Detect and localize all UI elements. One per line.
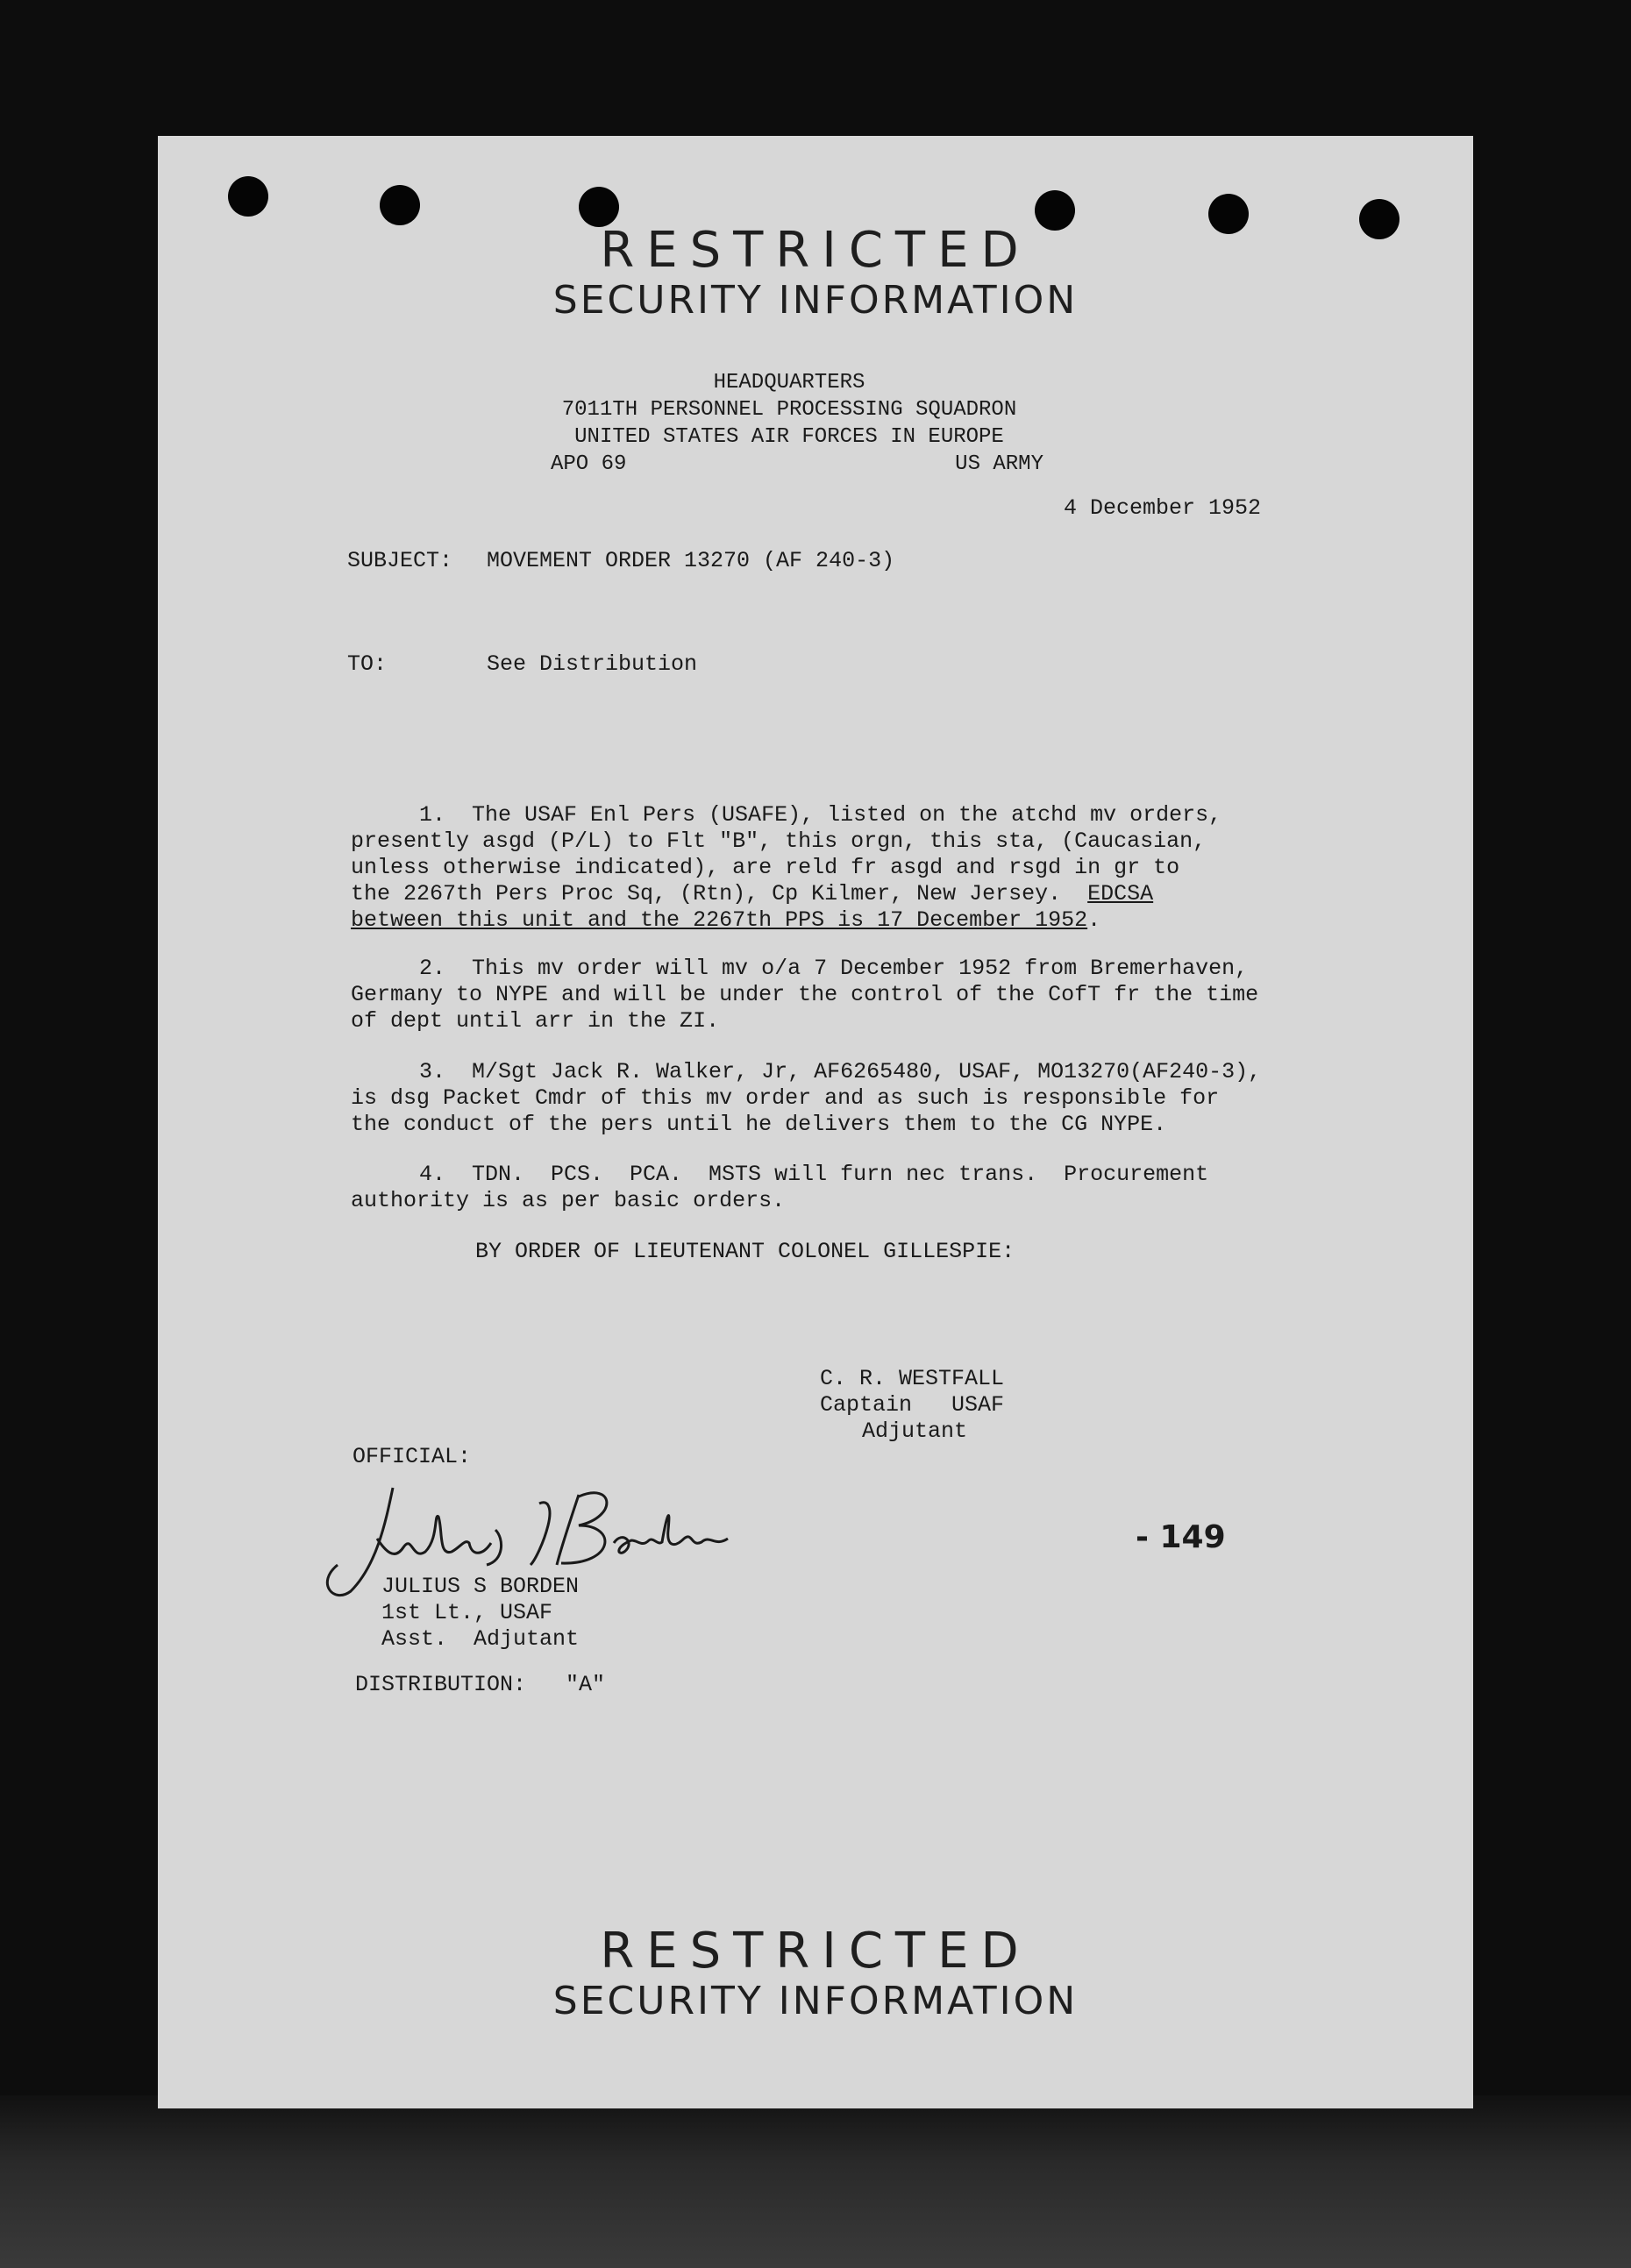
commander-rank: Captain USAF [820, 1392, 1005, 1418]
p1-line-5-end: . [1087, 907, 1101, 933]
p3-line-3: the conduct of the pers until he delivers them to the CG NYPE. [351, 1112, 1167, 1137]
stamp-line-2: SECURITY INFORMATION [552, 278, 1079, 323]
punch-hole [228, 176, 268, 217]
signer-rank: 1st Lt., USAF [381, 1600, 553, 1625]
paragraph-3 [351, 1059, 1333, 1138]
commander-title: Adjutant [862, 1418, 968, 1444]
p1-line-5: between this unit and the 2267th PPS is 17 December 1952 [351, 907, 1088, 933]
p2-line-3: of dept until arr in the ZI. [351, 1008, 720, 1034]
p4-line-2: authority is as per basic orders. [351, 1188, 786, 1213]
letterhead-line-3: UNITED STATES AIR FORCES IN EUROPE [574, 425, 1004, 449]
p4-line-1: 4. TDN. PCS. PCA. MSTS will furn nec trans. Procurement [419, 1162, 1209, 1187]
stamp-line-1: RESTRICTED [600, 1923, 1031, 1980]
paragraph-1 [351, 802, 1333, 934]
p3-line-2: is dsg Packet Cmdr of this mv order and as such is responsible for [351, 1085, 1220, 1111]
letterhead-army: US ARMY [955, 452, 1043, 476]
letterhead-line-2: 7011TH PERSONNEL PROCESSING SQUADRON [561, 398, 1017, 422]
distribution-value: "A" [566, 1672, 606, 1697]
signer-name: JULIUS S BORDEN [381, 1574, 580, 1599]
subject-label: SUBJECT: [347, 548, 453, 573]
p1-line-1: 1. The USAF Enl Pers (USAFE), listed on the atchd mv orders, [419, 802, 1222, 828]
to-label: TO: [347, 651, 388, 677]
distribution-label: DISTRIBUTION: [355, 1672, 527, 1697]
subject-value: MOVEMENT ORDER 13270 (AF 240-3) [487, 548, 895, 573]
p1-line-3: unless otherwise indicated), are reld fr asgd and rsgd in gr to [351, 855, 1180, 880]
stamp-line-1: RESTRICTED [600, 222, 1031, 279]
commander-name: C. R. WESTFALL [820, 1366, 1005, 1391]
p3-line-1: 3. M/Sgt Jack R. Walker, Jr, AF6265480, USAF, MO13270(AF240-3), [419, 1059, 1262, 1084]
document-date: 4 December 1952 [1064, 495, 1262, 521]
background-film-edge [0, 2095, 1631, 2268]
p2-line-2: Germany to NYPE and will be under the control of the CofT fr the time [351, 982, 1259, 1007]
p2-line-1: 2. This mv order will mv o/a 7 December 1952 from Bremerhaven, [419, 956, 1249, 981]
paragraph-4 [351, 1162, 1333, 1214]
p1-line-2: presently asgd (P/L) to Flt "B", this orgn, this sta, (Caucasian, [351, 828, 1207, 854]
by-order-line: BY ORDER OF LIEUTENANT COLONEL GILLESPIE: [475, 1239, 1015, 1264]
letterhead [509, 369, 1070, 478]
letterhead-line-1: HEADQUARTERS [713, 371, 865, 395]
page-number: - 149 [1136, 1519, 1226, 1555]
restricted-stamp-top [158, 224, 1473, 323]
restricted-stamp-bottom [158, 1924, 1473, 2024]
letterhead-apo: APO 69 [551, 452, 627, 476]
document-page [158, 136, 1473, 2108]
p1-edcsa: EDCSA [1087, 881, 1154, 906]
stamp-line-2: SECURITY INFORMATION [552, 1979, 1079, 2023]
p1-line-4: the 2267th Pers Proc Sq, (Rtn), Cp Kilmer, New Jersey. [351, 881, 1088, 906]
signer-title: Asst. Adjutant [381, 1626, 580, 1652]
official-label: OFFICIAL: [353, 1444, 472, 1469]
to-value: See Distribution [487, 651, 698, 677]
paragraph-2 [351, 956, 1333, 1034]
punch-hole [380, 185, 420, 225]
